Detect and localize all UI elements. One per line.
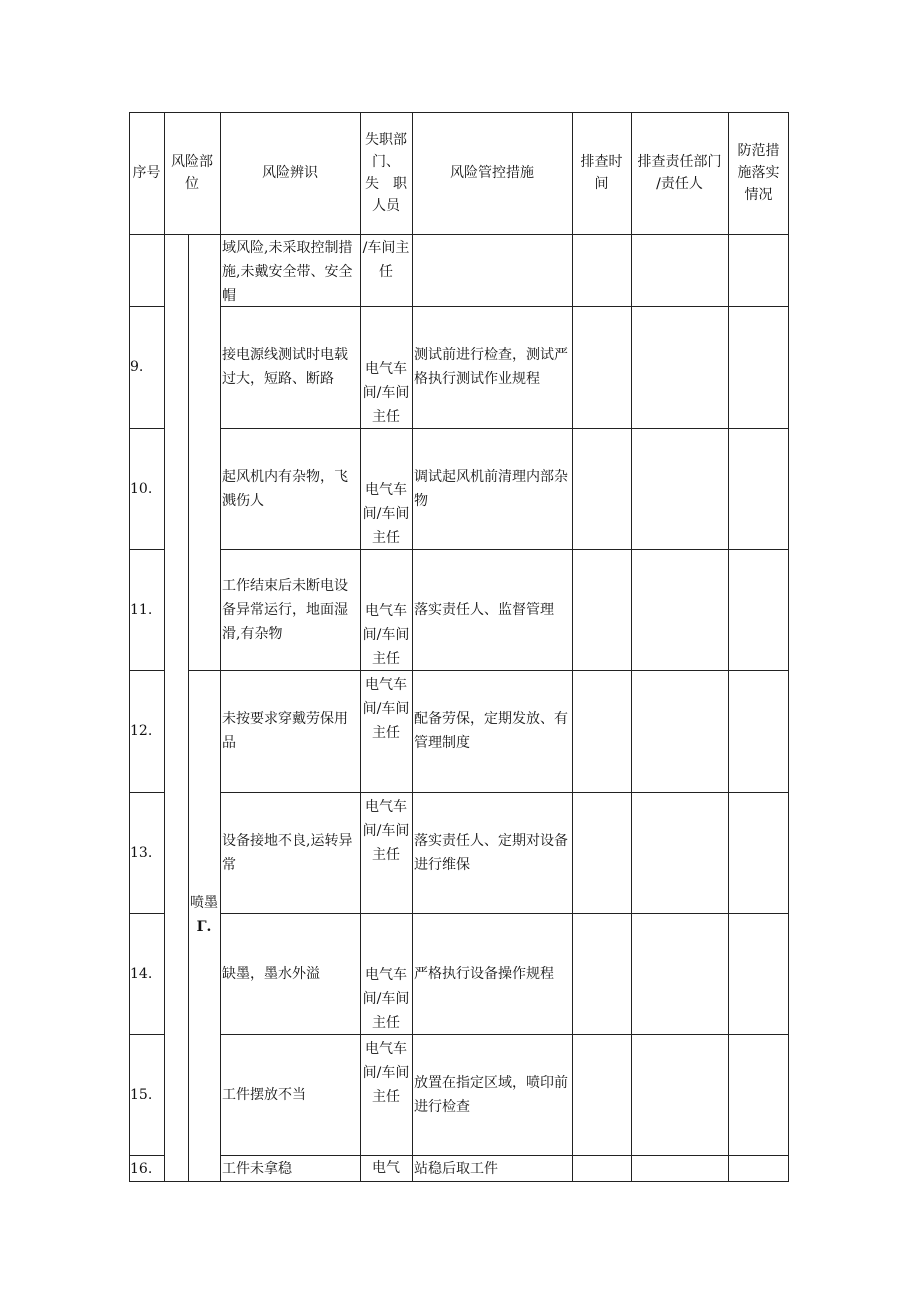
table-row-seq: 15. [130, 1086, 153, 1103]
risk-area-merged: 喷墨 Γ. [190, 895, 218, 935]
table-row-risk: 缺墨，墨水外溢 [222, 965, 320, 982]
header-responsible: 排查责任部门 /责任人 [637, 154, 722, 192]
table-row-control: 调试起风机前清理内部杂物 [414, 468, 568, 509]
col-rule-seq [164, 112, 165, 1182]
col-rule-identify [360, 112, 361, 1182]
table-row-dept: 电气车间/车间主任 [362, 361, 410, 425]
table-row-seq: 9. [130, 359, 144, 375]
table-row-control: 放置在指定区域，喷印前进行检查 [414, 1074, 568, 1115]
table-row-risk: 接电源线测试时电载过大，短路、断路 [222, 347, 348, 387]
header-dept: 失职部 门、 失 职 人员 [365, 132, 407, 214]
table-row-dept: 电气车间/车间主任 [362, 967, 410, 1031]
table-row-risk: 工件摆放不当 [222, 1086, 306, 1103]
table-row-risk: 未按要求穿戴劳保用品 [222, 711, 348, 751]
header-control: 风险管控措施 [450, 165, 534, 181]
col-rule-resp [728, 112, 729, 1182]
table-row-dept: 电气车间/车间主任 [362, 1041, 410, 1105]
table-row-dept: 电气 [372, 1160, 400, 1176]
header-identify: 风险辨识 [262, 165, 318, 181]
table-row-risk: 工件未拿稳 [222, 1160, 292, 1177]
table-row-seq: 16. [130, 1160, 153, 1177]
table-row-control: 落实责任人、定期对设备进行维保 [414, 832, 568, 873]
table-row-dept: /车间主任 [362, 240, 410, 280]
table-row-risk: 域风险,未采取控制措施,未戴安全带、安全帽 [222, 240, 353, 304]
table-row-seq: 11. [130, 601, 153, 618]
table-row-risk: 设备接地不良,运转异常 [222, 832, 353, 873]
table-row-seq [129, 234, 164, 306]
table-row-dept: 电气车间/车间主任 [362, 799, 410, 863]
table-row-seq: 13. [130, 844, 153, 861]
header-time: 排查时 间 [580, 154, 623, 192]
col-rule-time [631, 112, 632, 1182]
header-area: 风险部 位 [171, 154, 213, 192]
header-implementation: 防范措 施落实 情况 [737, 143, 780, 203]
table-row-control: 严格执行设备操作规程 [414, 965, 554, 982]
table-row-control: 配备劳保，定期发放、有管理制度 [414, 711, 568, 751]
table-row-seq: 14. [130, 965, 153, 982]
table-row-dept: 电气车间/车间主任 [362, 603, 410, 667]
table-row-risk: 工作结束后未断电设备异常运行，地面湿滑,有杂物 [222, 577, 348, 642]
table-row-control [412, 234, 572, 306]
table-row-control: 测试前进行检查，测试严格执行测试作业规程 [414, 347, 568, 387]
table-row-seq: 10. [130, 480, 153, 497]
col-rule-area-inner [188, 234, 189, 1182]
table-row-dept: 电气车间/车间主任 [362, 677, 410, 741]
col-rule-control [572, 112, 573, 1182]
table-row-control: 站稳后取工件 [414, 1160, 498, 1177]
header-seq: 序号 [132, 165, 161, 181]
table-row-control: 落实责任人、监督管理 [414, 601, 554, 618]
table-row-dept: 电气车间/车间主任 [362, 482, 410, 546]
table-row-seq: 12. [130, 723, 153, 739]
table-row-risk: 起风机内有杂物，飞溅伤人 [222, 468, 348, 509]
